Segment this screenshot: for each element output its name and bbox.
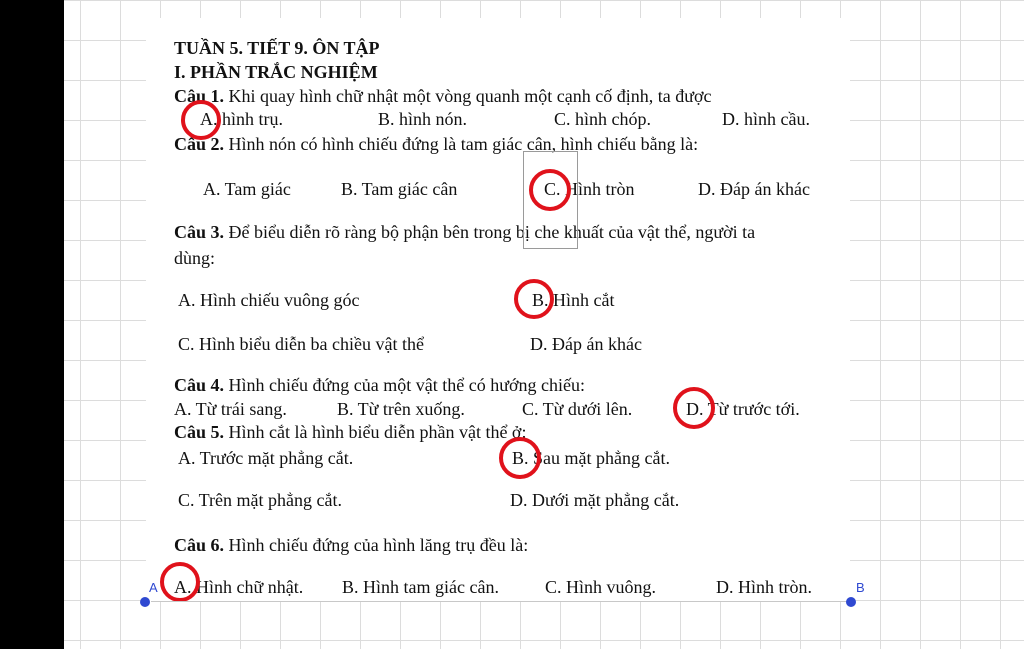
- q5-option-d[interactable]: D. Dưới mặt phẳng cắt.: [510, 490, 680, 510]
- q5-option-c[interactable]: C. Trên mặt phẳng cắt.: [178, 490, 342, 510]
- worksheet-title: TUẦN 5. TIẾT 9. ÔN TẬP: [174, 38, 380, 58]
- q3-option-c[interactable]: C. Hình biểu diễn ba chiều vật thể: [178, 334, 424, 354]
- q4-option-b[interactable]: B. Từ trên xuống.: [337, 399, 465, 419]
- q2-option-d[interactable]: D. Đáp án khác: [698, 179, 810, 199]
- section-title: I. PHẦN TRẮC NGHIỆM: [174, 62, 378, 82]
- question-4-label: Câu 4.: [174, 375, 225, 395]
- answer-mark-q1: [181, 100, 221, 140]
- question-6: [174, 535, 528, 555]
- segment-ab: [151, 601, 851, 602]
- point-b-label: B: [856, 580, 865, 595]
- question-3-text-cont: dùng:: [174, 248, 216, 268]
- q6-option-a[interactable]: A. Hình chữ nhật.: [174, 577, 304, 597]
- q3-option-a[interactable]: A. Hình chiếu vuông góc: [178, 290, 360, 310]
- point-a[interactable]: [140, 597, 150, 607]
- question-1-text: Khi quay hình chữ nhật một vòng quanh một cạnh cố định, ta được: [224, 86, 712, 106]
- question-3: [174, 222, 755, 242]
- q1-option-b[interactable]: B. hình nón.: [378, 109, 468, 129]
- q1-option-c[interactable]: C. hình chóp.: [554, 109, 651, 129]
- answer-mark-q4: [673, 387, 715, 429]
- question-1: [174, 86, 711, 106]
- q4-option-a[interactable]: A. Từ trái sang.: [174, 399, 287, 419]
- left-dark-panel: [0, 0, 64, 649]
- q6-option-b[interactable]: B. Hình tam giác cân.: [342, 577, 499, 597]
- question-6-label: Câu 6.: [174, 535, 225, 555]
- question-3-label: Câu 3.: [174, 222, 225, 242]
- question-5: [174, 422, 526, 442]
- answer-mark-q2: [529, 169, 571, 211]
- q4-option-d[interactable]: D. Từ trước tới.: [686, 399, 800, 419]
- q2-option-b[interactable]: B. Tam giác cân: [341, 179, 458, 199]
- point-a-label: A: [149, 580, 158, 595]
- question-2-label: Câu 2.: [174, 134, 225, 154]
- question-6-text: Hình chiếu đứng của hình lăng trụ đều là:: [224, 535, 529, 555]
- answer-mark-q6: [160, 562, 200, 602]
- question-3-text: Để biểu diễn rõ ràng bộ phận bên trong bị che khuất của vật thể, người ta: [224, 222, 756, 242]
- q6-option-c[interactable]: C. Hình vuông.: [545, 577, 657, 597]
- question-5-label: Câu 5.: [174, 422, 225, 442]
- q5-option-b[interactable]: B. Sau mặt phẳng cắt.: [512, 448, 670, 468]
- q4-option-c[interactable]: C. Từ dưới lên.: [522, 399, 633, 419]
- question-2-text: Hình nón có hình chiếu đứng là tam giác cân, hình chiếu bằng là:: [224, 134, 699, 154]
- q6-option-d[interactable]: D. Hình tròn.: [716, 577, 812, 597]
- answer-mark-q5: [499, 437, 541, 479]
- question-4-text: Hình chiếu đứng của một vật thể có hướng chiếu:: [224, 375, 585, 395]
- question-1-label: Câu 1.: [174, 86, 225, 106]
- q1-option-a[interactable]: A. hình trụ.: [200, 109, 283, 129]
- q2-option-c[interactable]: C. Hình tròn: [544, 179, 635, 199]
- question-2: [174, 134, 698, 154]
- point-b[interactable]: [846, 597, 856, 607]
- q5-option-a[interactable]: A. Trước mặt phẳng cắt.: [178, 448, 354, 468]
- q2-option-a[interactable]: A. Tam giác: [203, 179, 291, 199]
- q1-option-d[interactable]: D. hình cầu.: [722, 109, 810, 129]
- q3-option-d[interactable]: D. Đáp án khác: [530, 334, 642, 354]
- question-5-text: Hình cắt là hình biểu diễn phần vật thể ở:: [224, 422, 527, 442]
- question-4: [174, 375, 585, 395]
- q3-option-b[interactable]: B. Hình cắt: [532, 290, 615, 310]
- answer-mark-q3: [514, 279, 554, 319]
